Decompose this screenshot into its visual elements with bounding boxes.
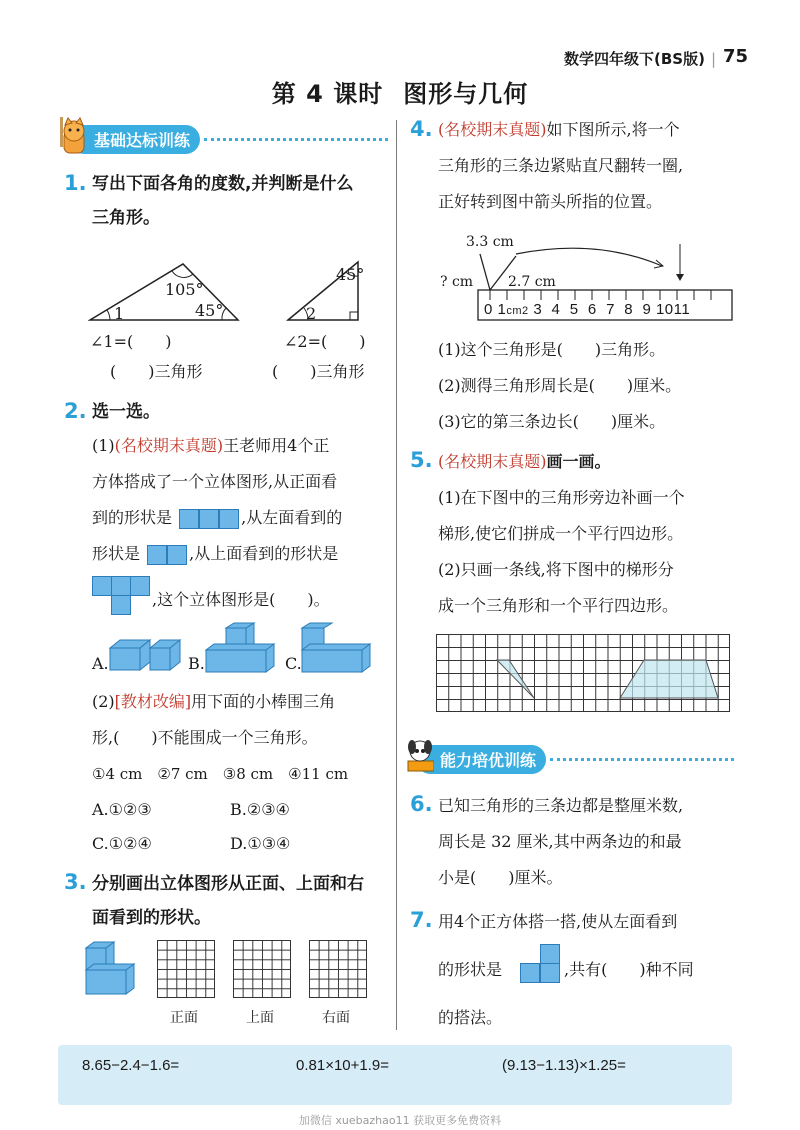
q4-sub3[interactable]: (3)它的第三条边长( )厘米。 <box>438 412 666 431</box>
q2-heading: 选一选。 <box>92 402 160 422</box>
q2-2-opt-a[interactable]: A.①②③ <box>92 800 152 819</box>
q7-line2b[interactable]: ,共有( )种不同 <box>564 960 694 979</box>
q4-number: 4. <box>410 117 433 141</box>
q1-angle-45-b: 45° <box>336 265 365 284</box>
q1-number: 1. <box>64 171 87 195</box>
q2-1-line5[interactable]: ,这个立体图形是( )。 <box>152 590 330 609</box>
q6-number: 6. <box>410 792 433 816</box>
q5-line1: (名校期末真题)画一画。 <box>438 452 611 471</box>
q1-angle-2: 2 <box>306 304 317 323</box>
q2-number: 2. <box>64 399 87 423</box>
q6-line3[interactable]: 小是( )厘米。 <box>438 868 563 887</box>
q6-line1: 已知三角形的三条边都是整厘米数, <box>438 796 684 815</box>
top-view-shape <box>92 576 150 616</box>
q5-sub2a: (2)只画一条线,将下图中的梯形分 <box>438 560 674 579</box>
q2-2-line1: (2)[教材改编]用下面的小棒围三角 <box>92 692 336 711</box>
section-banner-advanced: 能力培优训练 <box>416 744 734 774</box>
side-unknown: ? cm <box>440 274 474 290</box>
q2-1-line1: (1)(名校期末真题)王老师用4个正 <box>92 436 330 455</box>
watermark: 加微信 xuebazhao11 获取更多免费资料 <box>298 1114 502 1127</box>
q2-2-opt-c[interactable]: C.①②④ <box>92 834 152 853</box>
q3-text-2: 面看到的形状。 <box>92 908 211 928</box>
option-b-cubes <box>204 622 278 676</box>
side-2-7: 2.7 cm <box>508 274 556 290</box>
q1-answer-1[interactable]: ∠1=( ) <box>90 332 172 351</box>
option-c-cubes <box>300 622 376 676</box>
ruler-labels: 0 1cm2 3 4 5 6 7 8 9 1011 <box>484 301 691 318</box>
left-view-shape <box>147 544 187 565</box>
q2-2-opt-b[interactable]: B.②③④ <box>230 800 290 819</box>
q7-number: 7. <box>410 908 433 932</box>
q7-left-view-shape <box>520 944 560 984</box>
q2-1-line4: 形状是 ,从上面看到的形状是 <box>92 544 339 563</box>
q1-type-1[interactable]: ( )三角形 <box>110 362 203 381</box>
q2-1-line3: 到的形状是 ,从左面看到的 <box>92 508 343 527</box>
q5-drawing-grid[interactable] <box>436 634 730 712</box>
q2-opt-c[interactable]: C. <box>285 654 302 673</box>
q4-line2: 三角形的三条边紧贴直尺翻转一圈, <box>438 156 684 175</box>
front-view-grid[interactable] <box>157 940 215 998</box>
q2-1-line2: 方体搭成了一个立体图形,从正面看 <box>92 472 338 491</box>
q2-opt-a[interactable]: A. <box>92 654 109 673</box>
q3-solid <box>84 940 148 1000</box>
q5-sub2b: 成一个三角形和一个平行四边形。 <box>438 596 679 615</box>
calc-expr-1[interactable]: 8.65−2.4−1.6= <box>82 1057 180 1074</box>
calculation-strip <box>58 1045 732 1105</box>
q5-sub1a: (1)在下图中的三角形旁边补画一个 <box>438 488 685 507</box>
q1-type-2[interactable]: ( )三角形 <box>272 362 365 381</box>
q1-answer-2[interactable]: ∠2=( ) <box>284 332 366 351</box>
q1-text-2: 三角形。 <box>92 208 160 228</box>
label-right: 右面 <box>322 1010 350 1026</box>
q5-number: 5. <box>410 448 433 472</box>
lesson-title: 第 4 课时 图形与几何 <box>271 80 529 108</box>
q7-line3: 的搭法。 <box>438 1008 503 1027</box>
column-divider <box>396 120 397 1030</box>
q4-line1: (名校期末真题)如下图所示,将一个 <box>438 120 680 139</box>
q7-line1: 用4个正方体搭一搭,使从左面看到 <box>438 912 678 931</box>
q2-2-line2[interactable]: 形,( )不能围成一个三角形。 <box>92 728 318 747</box>
q4-line3: 正好转到图中箭头所指的位置。 <box>438 192 663 211</box>
q1-text: 写出下面各角的度数,并判断是什么 <box>92 174 354 194</box>
q2-opt-b[interactable]: B. <box>188 654 205 673</box>
q5-shapes <box>436 634 730 712</box>
calc-expr-3[interactable]: (9.13−1.13)×1.25= <box>502 1057 626 1074</box>
cat-mascot-icon <box>60 117 88 157</box>
label-top: 上面 <box>246 1010 274 1026</box>
dog-mascot-icon <box>406 737 434 777</box>
q3-text: 分别画出立体图形从正面、上面和右 <box>92 874 364 894</box>
q3-number: 3. <box>64 870 87 894</box>
top-view-grid[interactable] <box>233 940 291 998</box>
q4-sub2[interactable]: (2)测得三角形周长是( )厘米。 <box>438 376 682 395</box>
q1-angle-105: 105° <box>165 280 204 299</box>
q6-line2: 周长是 32 厘米,其中两条边的和最 <box>438 832 682 851</box>
right-view-grid[interactable] <box>309 940 367 998</box>
q7-line2a: 的形状是 <box>438 960 503 979</box>
page-number: 75 <box>722 46 748 67</box>
front-view-shape <box>179 508 239 529</box>
calc-expr-2[interactable]: 0.81×10+1.9= <box>296 1057 390 1074</box>
book-header: 数学四年级下(BS版) | <box>563 50 716 68</box>
q4-sub1[interactable]: (1)这个三角形是( )三角形。 <box>438 340 666 359</box>
label-front: 正面 <box>170 1010 198 1026</box>
q1-angle-45: 45° <box>195 301 224 320</box>
q2-sticks: ①4 cm ②7 cm ③8 cm ④11 cm <box>92 765 349 783</box>
q5-sub1b: 梯形,使它们拼成一个平行四边形。 <box>438 524 684 543</box>
q1-angle-1: 1 <box>114 304 125 323</box>
section-banner-basic: 基础达标训练 <box>70 124 388 154</box>
q2-2-opt-d[interactable]: D.①③④ <box>230 834 291 853</box>
side-3-3: 3.3 cm <box>466 234 514 250</box>
option-a-cubes <box>108 624 182 676</box>
